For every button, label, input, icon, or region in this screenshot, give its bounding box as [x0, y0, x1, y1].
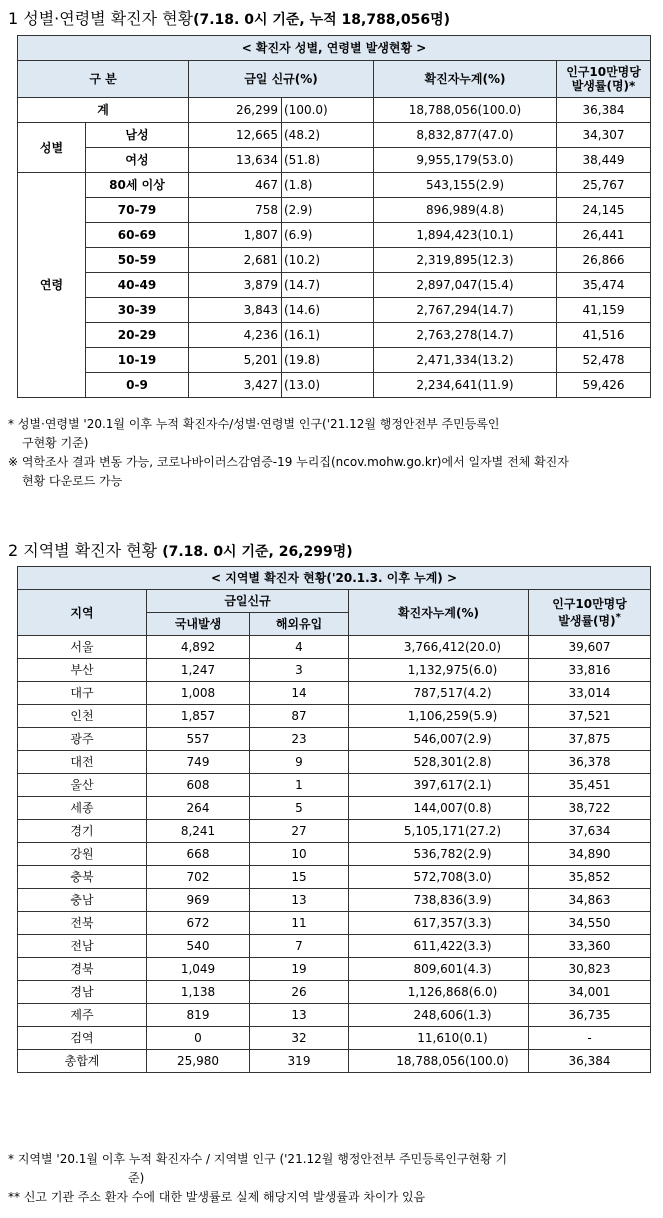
new-count: 3,879 — [189, 273, 282, 298]
row-label: 남성 — [86, 123, 189, 148]
cumulative: 572,708(3.0) — [349, 866, 529, 889]
new-count: 467 — [189, 173, 282, 198]
table-row — [18, 659, 651, 682]
table-row — [18, 728, 651, 751]
row-label: 40-49 — [86, 273, 189, 298]
new-count: 4,236 — [189, 323, 282, 348]
region-name: 총합계 — [18, 1050, 147, 1073]
cumulative: 546,007(2.9) — [349, 728, 529, 751]
table-row — [18, 935, 651, 958]
header-imported: 해외유입 — [250, 613, 349, 636]
table-row — [18, 797, 651, 820]
new-percent: (6.9) — [282, 223, 374, 248]
age-row — [18, 273, 651, 298]
new-count: 13,634 — [189, 148, 282, 173]
imported-count: 9 — [250, 751, 349, 774]
cumulative: 8,832,877(47.0) — [374, 123, 557, 148]
age-row — [18, 298, 651, 323]
rate: 34,307 — [557, 123, 651, 148]
rate: 26,441 — [557, 223, 651, 248]
header-rate: 인구10만명당 발생률(명)* — [529, 590, 651, 636]
new-count: 5,201 — [189, 348, 282, 373]
cumulative: 144,007(0.8) — [349, 797, 529, 820]
new-percent: (14.6) — [282, 298, 374, 323]
imported-count: 87 — [250, 705, 349, 728]
rate: 38,449 — [557, 148, 651, 173]
rate: - — [529, 1027, 651, 1050]
rate: 34,001 — [529, 981, 651, 1004]
new-percent: (1.8) — [282, 173, 374, 198]
imported-count: 32 — [250, 1027, 349, 1050]
table-row — [18, 958, 651, 981]
domestic-count: 1,049 — [147, 958, 250, 981]
rate: 25,767 — [557, 173, 651, 198]
table-row — [18, 705, 651, 728]
region-name: 인천 — [18, 705, 147, 728]
rate: 33,014 — [529, 682, 651, 705]
imported-count: 13 — [250, 1004, 349, 1027]
age-row — [18, 223, 651, 248]
section2-subtitle: (7.18. 0시 기준, 26,299명) — [162, 544, 353, 560]
header-new-today: 금일신규 — [147, 590, 349, 613]
rate: 41,159 — [557, 298, 651, 323]
table-row — [18, 751, 651, 774]
header-cumulative: 확진자누계(%) — [349, 590, 529, 636]
table2-caption: < 지역별 확진자 현황('20.1.3. 이후 누계) > — [18, 567, 651, 590]
domestic-count: 1,008 — [147, 682, 250, 705]
table1-caption: < 확진자 성별, 연령별 발생현황 > — [18, 36, 651, 61]
new-percent: (2.9) — [282, 198, 374, 223]
age-row — [18, 348, 651, 373]
rate: 39,607 — [529, 636, 651, 659]
domestic-count: 4,892 — [147, 636, 250, 659]
region-table — [17, 566, 651, 1073]
row-label: 70-79 — [86, 198, 189, 223]
table-row — [18, 682, 651, 705]
table-row — [18, 1027, 651, 1050]
cumulative: 536,782(2.9) — [349, 843, 529, 866]
imported-count: 15 — [250, 866, 349, 889]
domestic-count: 557 — [147, 728, 250, 751]
cumulative: 787,517(4.2) — [349, 682, 529, 705]
cumulative: 18,788,056(100.0) — [349, 1050, 529, 1073]
cumulative: 1,126,868(6.0) — [349, 981, 529, 1004]
table-row — [18, 912, 651, 935]
rate: 36,384 — [529, 1050, 651, 1073]
row-label: 10-19 — [86, 348, 189, 373]
table-row — [18, 774, 651, 797]
header-domestic: 국내발생 — [147, 613, 250, 636]
imported-count: 23 — [250, 728, 349, 751]
cumulative: 543,155(2.9) — [374, 173, 557, 198]
imported-count: 27 — [250, 820, 349, 843]
cumulative: 738,836(3.9) — [349, 889, 529, 912]
header-rate: 인구10만명당 발생률(명)* — [557, 61, 651, 98]
domestic-count: 264 — [147, 797, 250, 820]
new-count: 3,843 — [189, 298, 282, 323]
region-name: 세종 — [18, 797, 147, 820]
domestic-count: 819 — [147, 1004, 250, 1027]
row-label: 여성 — [86, 148, 189, 173]
row-label: 50-59 — [86, 248, 189, 273]
row-label: 80세 이상 — [86, 173, 189, 198]
rate: 35,852 — [529, 866, 651, 889]
rate: 37,634 — [529, 820, 651, 843]
imported-count: 13 — [250, 889, 349, 912]
age-row — [18, 173, 651, 198]
row-label: 60-69 — [86, 223, 189, 248]
new-count: 12,665 — [189, 123, 282, 148]
domestic-count: 1,857 — [147, 705, 250, 728]
table-row — [18, 636, 651, 659]
domestic-count: 25,980 — [147, 1050, 250, 1073]
region-name: 충남 — [18, 889, 147, 912]
cumulative: 5,105,171(27.2) — [349, 820, 529, 843]
domestic-count: 1,247 — [147, 659, 250, 682]
row-label: 30-39 — [86, 298, 189, 323]
header-region: 지역 — [18, 590, 147, 636]
region-name: 전남 — [18, 935, 147, 958]
region-name: 전북 — [18, 912, 147, 935]
cumulative: 611,422(3.3) — [349, 935, 529, 958]
rate: 26,866 — [557, 248, 651, 273]
new-percent: (10.2) — [282, 248, 374, 273]
rate: 35,451 — [529, 774, 651, 797]
section1-title: 1 성별·연령별 확진자 현황(7.18. 0시 기준, 누적 18,788,056명) — [8, 9, 451, 28]
rate: 36,378 — [529, 751, 651, 774]
age-group-label: 연령 — [18, 173, 86, 398]
domestic-count: 749 — [147, 751, 250, 774]
new-count: 758 — [189, 198, 282, 223]
imported-count: 14 — [250, 682, 349, 705]
cumulative: 896,989(4.8) — [374, 198, 557, 223]
domestic-count: 8,241 — [147, 820, 250, 843]
region-name: 강원 — [18, 843, 147, 866]
rate: 35,474 — [557, 273, 651, 298]
cumulative: 2,763,278(14.7) — [374, 323, 557, 348]
domestic-count: 540 — [147, 935, 250, 958]
cumulative: 11,610(0.1) — [349, 1027, 529, 1050]
rate: 34,890 — [529, 843, 651, 866]
row-label: 0-9 — [86, 373, 189, 398]
cumulative: 617,357(3.3) — [349, 912, 529, 935]
new-percent: (16.1) — [282, 323, 374, 348]
cumulative: 3,766,412(20.0) — [349, 636, 529, 659]
rate: 37,521 — [529, 705, 651, 728]
cumulative: 2,319,895(12.3) — [374, 248, 557, 273]
gender-row — [18, 123, 651, 148]
gender-row — [18, 148, 651, 173]
rate: 30,823 — [529, 958, 651, 981]
rate: 33,360 — [529, 935, 651, 958]
imported-count: 7 — [250, 935, 349, 958]
region-name: 경기 — [18, 820, 147, 843]
region-name: 제주 — [18, 1004, 147, 1027]
section2-note: * 지역별 '20.1월 이후 누적 확진자수 / 지역별 인구 ('21.12월 행정안전부 주민등록인구현황 기 준) ** 신고 기관 주소 환자 수에 대한 발생률로 실제 해당지역 발생률과 차이가 있음 — [8, 1152, 508, 1204]
cumulative: 9,955,179(53.0) — [374, 148, 557, 173]
age-row — [18, 323, 651, 348]
region-name: 울산 — [18, 774, 147, 797]
cumulative: 809,601(4.3) — [349, 958, 529, 981]
imported-count: 26 — [250, 981, 349, 1004]
rate: 34,863 — [529, 889, 651, 912]
new-percent: (13.0) — [282, 373, 374, 398]
cumulative: 2,767,294(14.7) — [374, 298, 557, 323]
cumulative: 1,132,975(6.0) — [349, 659, 529, 682]
imported-count: 4 — [250, 636, 349, 659]
row-label: 20-29 — [86, 323, 189, 348]
domestic-count: 668 — [147, 843, 250, 866]
table-row — [18, 866, 651, 889]
cumulative: 1,106,259(5.9) — [349, 705, 529, 728]
imported-count: 5 — [250, 797, 349, 820]
age-row — [18, 198, 651, 223]
table-row — [18, 820, 651, 843]
section1-note: * 성별·연령별 '20.1월 이후 누적 확진자수/성별·연령별 인구('21.12월 행정안전부 주민등록인 구현황 기준) ※ 역학조사 결과 변동 가능, 코로나바이러스감염증-19 누리집(ncov.mohw.go.kr)에서 일자별 전체 확진자 현황 다운로드 가능 — [8, 417, 569, 488]
region-name: 서울 — [18, 636, 147, 659]
new-percent: (14.7) — [282, 273, 374, 298]
cumulative: 1,894,423(10.1) — [374, 223, 557, 248]
region-name: 충북 — [18, 866, 147, 889]
table-row — [18, 1050, 651, 1073]
age-row — [18, 248, 651, 273]
table-row — [18, 1004, 651, 1027]
new-count: 1,807 — [189, 223, 282, 248]
new-percent: (19.8) — [282, 348, 374, 373]
new-percent: (48.2) — [282, 123, 374, 148]
imported-count: 19 — [250, 958, 349, 981]
cumulative: 2,471,334(13.2) — [374, 348, 557, 373]
rate: 38,722 — [529, 797, 651, 820]
rate: 52,478 — [557, 348, 651, 373]
cumulative: 248,606(1.3) — [349, 1004, 529, 1027]
domestic-count: 0 — [147, 1027, 250, 1050]
imported-count: 10 — [250, 843, 349, 866]
gender-group-label: 성별 — [18, 123, 86, 173]
table-row — [18, 843, 651, 866]
total-row: 계 26,299 (100.0) 18,788,056(100.0) 36,384 — [18, 98, 651, 123]
new-count: 2,681 — [189, 248, 282, 273]
domestic-count: 608 — [147, 774, 250, 797]
domestic-count: 1,138 — [147, 981, 250, 1004]
region-name: 검역 — [18, 1027, 147, 1050]
imported-count: 11 — [250, 912, 349, 935]
rate: 34,550 — [529, 912, 651, 935]
imported-count: 1 — [250, 774, 349, 797]
region-name: 부산 — [18, 659, 147, 682]
domestic-count: 969 — [147, 889, 250, 912]
rate: 33,816 — [529, 659, 651, 682]
rate: 36,735 — [529, 1004, 651, 1027]
rate: 37,875 — [529, 728, 651, 751]
rate: 59,426 — [557, 373, 651, 398]
age-row — [18, 373, 651, 398]
domestic-count: 702 — [147, 866, 250, 889]
header-new-today: 금일 신규(%) — [189, 61, 374, 98]
table-row — [18, 981, 651, 1004]
region-name: 경북 — [18, 958, 147, 981]
section2-title: 2 지역별 확진자 현황 (7.18. 0시 기준, 26,299명) — [8, 541, 353, 560]
new-count: 3,427 — [189, 373, 282, 398]
gender-age-table — [17, 35, 651, 398]
imported-count: 319 — [250, 1050, 349, 1073]
cumulative: 528,301(2.8) — [349, 751, 529, 774]
rate: 24,145 — [557, 198, 651, 223]
imported-count: 3 — [250, 659, 349, 682]
region-name: 경남 — [18, 981, 147, 1004]
header-category: 구 분 — [18, 61, 189, 98]
header-cumulative: 확진자누계(%) — [374, 61, 557, 98]
rate: 41,516 — [557, 323, 651, 348]
domestic-count: 672 — [147, 912, 250, 935]
new-percent: (51.8) — [282, 148, 374, 173]
cumulative: 397,617(2.1) — [349, 774, 529, 797]
table-row — [18, 889, 651, 912]
region-name: 대구 — [18, 682, 147, 705]
region-name: 광주 — [18, 728, 147, 751]
cumulative: 2,234,641(11.9) — [374, 373, 557, 398]
cumulative: 2,897,047(15.4) — [374, 273, 557, 298]
section1-subtitle: (7.18. 0시 기준, 누적 18,788,056명) — [193, 12, 451, 28]
region-name: 대전 — [18, 751, 147, 774]
